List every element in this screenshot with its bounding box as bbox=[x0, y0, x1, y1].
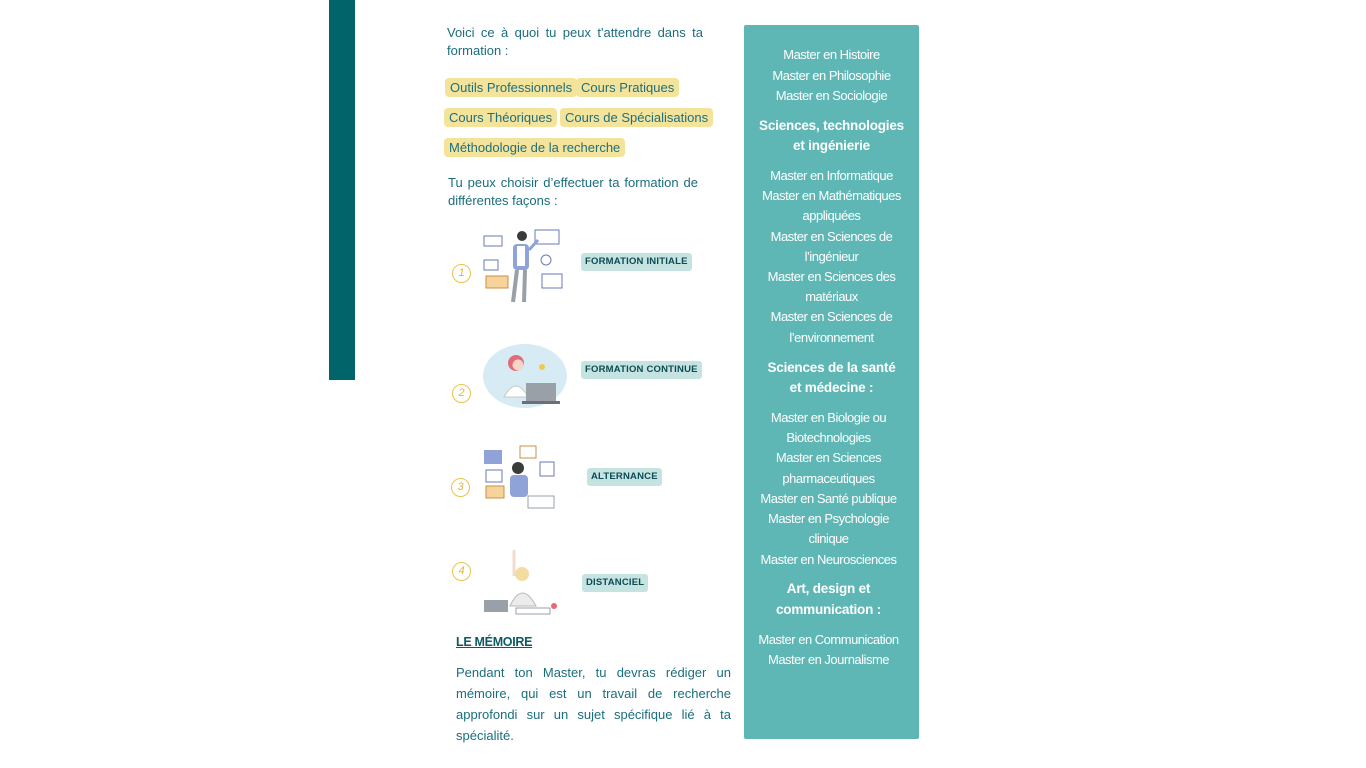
masters-panel bbox=[744, 25, 919, 739]
memoire-title: LE MÉMOIRE bbox=[456, 635, 533, 649]
mode-badge-alternance: ALTERNANCE bbox=[587, 468, 662, 486]
panel-heading-art: Art, design et bbox=[786, 581, 871, 596]
panel-item: Master en Communication bbox=[758, 632, 899, 647]
panel-item: clinique bbox=[808, 531, 849, 546]
left-accent-bar bbox=[329, 0, 355, 380]
mode-badge-formation-initiale: FORMATION INITIALE bbox=[581, 253, 692, 271]
panel-item: l’environnement bbox=[789, 330, 874, 345]
panel-item: Master en Psychologie bbox=[767, 511, 889, 526]
panel-heading-sante: et médecine : bbox=[789, 380, 874, 395]
step-number-1: 1 bbox=[452, 264, 471, 283]
panel-item: Master en Biologie ou bbox=[770, 410, 887, 425]
panel-item: Master en Sciences des bbox=[767, 269, 896, 284]
tag-methodologie: Méthodologie de la recherche bbox=[444, 138, 625, 157]
tag-cours-specialisations: Cours de Spécialisations bbox=[560, 108, 713, 127]
formation-initiale-illustration bbox=[480, 226, 566, 308]
panel-item: Master en Sciences bbox=[775, 450, 882, 465]
alternance-illustration bbox=[480, 442, 560, 512]
panel-item: matériaux bbox=[805, 289, 858, 304]
step-number-3: 3 bbox=[451, 478, 470, 497]
panel-item: Biotechnologies bbox=[786, 430, 871, 445]
panel-item: Master en Santé publique bbox=[760, 491, 897, 506]
panel-item: appliquées bbox=[802, 208, 861, 223]
mode-badge-distanciel: DISTANCIEL bbox=[582, 574, 648, 592]
panel-item: Master en Sciences de bbox=[770, 309, 893, 324]
tag-outils-professionnels: Outils Professionnels bbox=[445, 78, 577, 97]
panel-item: Master en Neurosciences bbox=[760, 552, 897, 567]
panel-item: Master en Mathématiques bbox=[762, 188, 901, 203]
panel-item: l’ingénieur bbox=[804, 249, 859, 264]
panel-item: pharmaceutiques bbox=[782, 471, 875, 486]
choose-text: Tu peux choisir d’effectuer ta formation de différentes façons : bbox=[448, 175, 698, 208]
memoire-text: Pendant ton Master, tu devras rédiger un mémoire, qui est un travail de recherche approfondi sur un sujet spécifique lié à ta spécialité. bbox=[456, 665, 731, 743]
intro-text: Voici ce à quoi tu peux t'attendre dans ta formation : bbox=[447, 25, 703, 58]
panel-item: Master en Sociologie bbox=[775, 88, 888, 103]
panel-item: Master en Philosophie bbox=[772, 68, 891, 83]
panel-item: Master en Histoire bbox=[783, 47, 880, 62]
panel-heading-art: communication : bbox=[775, 602, 881, 617]
distanciel-illustration bbox=[480, 546, 560, 620]
panel-heading-sciences: et ingénierie bbox=[793, 138, 870, 153]
step-number-4: 4 bbox=[452, 562, 471, 581]
panel-item: Master en Sciences de bbox=[770, 229, 893, 244]
panel-heading-sante: Sciences de la santé bbox=[767, 360, 896, 375]
panel-item: Master en Informatique bbox=[770, 168, 893, 183]
step-number-2: 2 bbox=[452, 384, 471, 403]
panel-item: Master en Journalisme bbox=[768, 652, 889, 667]
tag-cours-pratiques: Cours Pratiques bbox=[576, 78, 679, 97]
panel-heading-sciences: Sciences, technologies bbox=[759, 118, 904, 133]
mode-badge-formation-continue: FORMATION CONTINUE bbox=[581, 361, 702, 379]
formation-continue-illustration bbox=[482, 343, 568, 409]
tag-cours-theoriques: Cours Théoriques bbox=[444, 108, 557, 127]
